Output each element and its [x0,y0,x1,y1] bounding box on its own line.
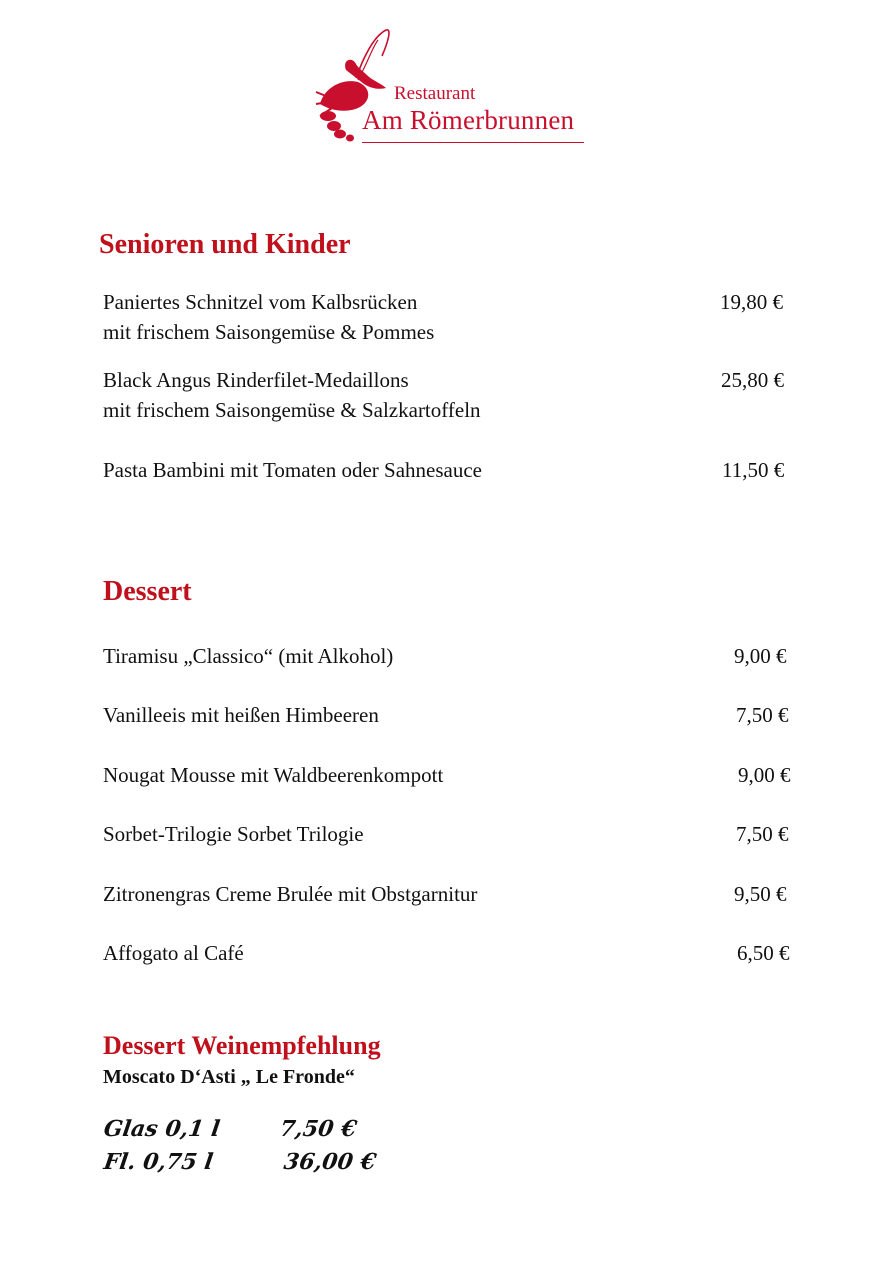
section-heading-wine: Dessert Weinempfehlung [103,1031,381,1060]
menu-item-price: 25,80 € [721,368,784,392]
menu-item-name: Nougat Mousse mit Waldbeerenkompott [103,763,444,787]
menu-item-name: Vanilleeis mit heißen Himbeeren [103,703,379,727]
menu-item-price: 7,50 € [736,703,789,727]
menu-item-description: mit frischem Saisongemüse & Pommes [103,320,435,344]
menu-item [103,700,379,730]
wine-option-size: Fl. 0,75 l [102,1149,215,1175]
menu-item-price: 7,50 € [736,822,789,846]
menu-item-price: 9,50 € [734,882,787,906]
menu-item-description: mit frischem Saisongemüse & Salzkartoffeln [103,398,481,422]
section-heading-seniors: Senioren und Kinder [99,229,351,260]
section-heading-dessert: Dessert [103,576,192,607]
restaurant-logo [312,26,602,150]
wine-option-price: 36,00 € [282,1149,378,1175]
menu-item-price: 11,50 € [722,458,785,482]
menu-item-name: Sorbet-Trilogie Sorbet Trilogie [103,822,364,846]
wine-option-price: 7,50 € [278,1116,359,1142]
menu-item [103,819,364,849]
menu-item [103,287,434,347]
menu-item-price: 6,50 € [737,941,790,965]
menu-item [103,760,443,790]
menu-item [103,938,244,968]
logo-underline [362,142,584,143]
menu-item-name: Affogato al Café [103,941,244,965]
menu-item-name: Black Angus Rinderfilet-Medaillons [103,368,409,392]
menu-item [103,455,482,485]
menu-item-name: Tiramisu „Classico“ (mit Alkohol) [103,644,394,668]
menu-item-name: Zitronengras Creme Brulée mit Obstgarnitur [103,882,478,906]
menu-item [103,879,477,909]
wine-name: Moscato D‘Asti „ Le Fronde“ [103,1066,355,1088]
menu-item-price: 9,00 € [734,644,787,668]
menu-item [103,641,393,671]
logo-restaurant-label: Restaurant [394,83,476,104]
logo-restaurant-name: Am Römerbrunnen [362,105,575,135]
menu-item-name: Paniertes Schnitzel vom Kalbsrücken [103,290,418,314]
menu-item-price: 19,80 € [720,290,783,314]
menu-item [103,365,481,425]
wine-option-size: Glas 0,1 l [102,1116,222,1142]
menu-item-name: Pasta Bambini mit Tomaten oder Sahnesauce [103,458,482,482]
menu-item-price: 9,00 € [738,763,791,787]
